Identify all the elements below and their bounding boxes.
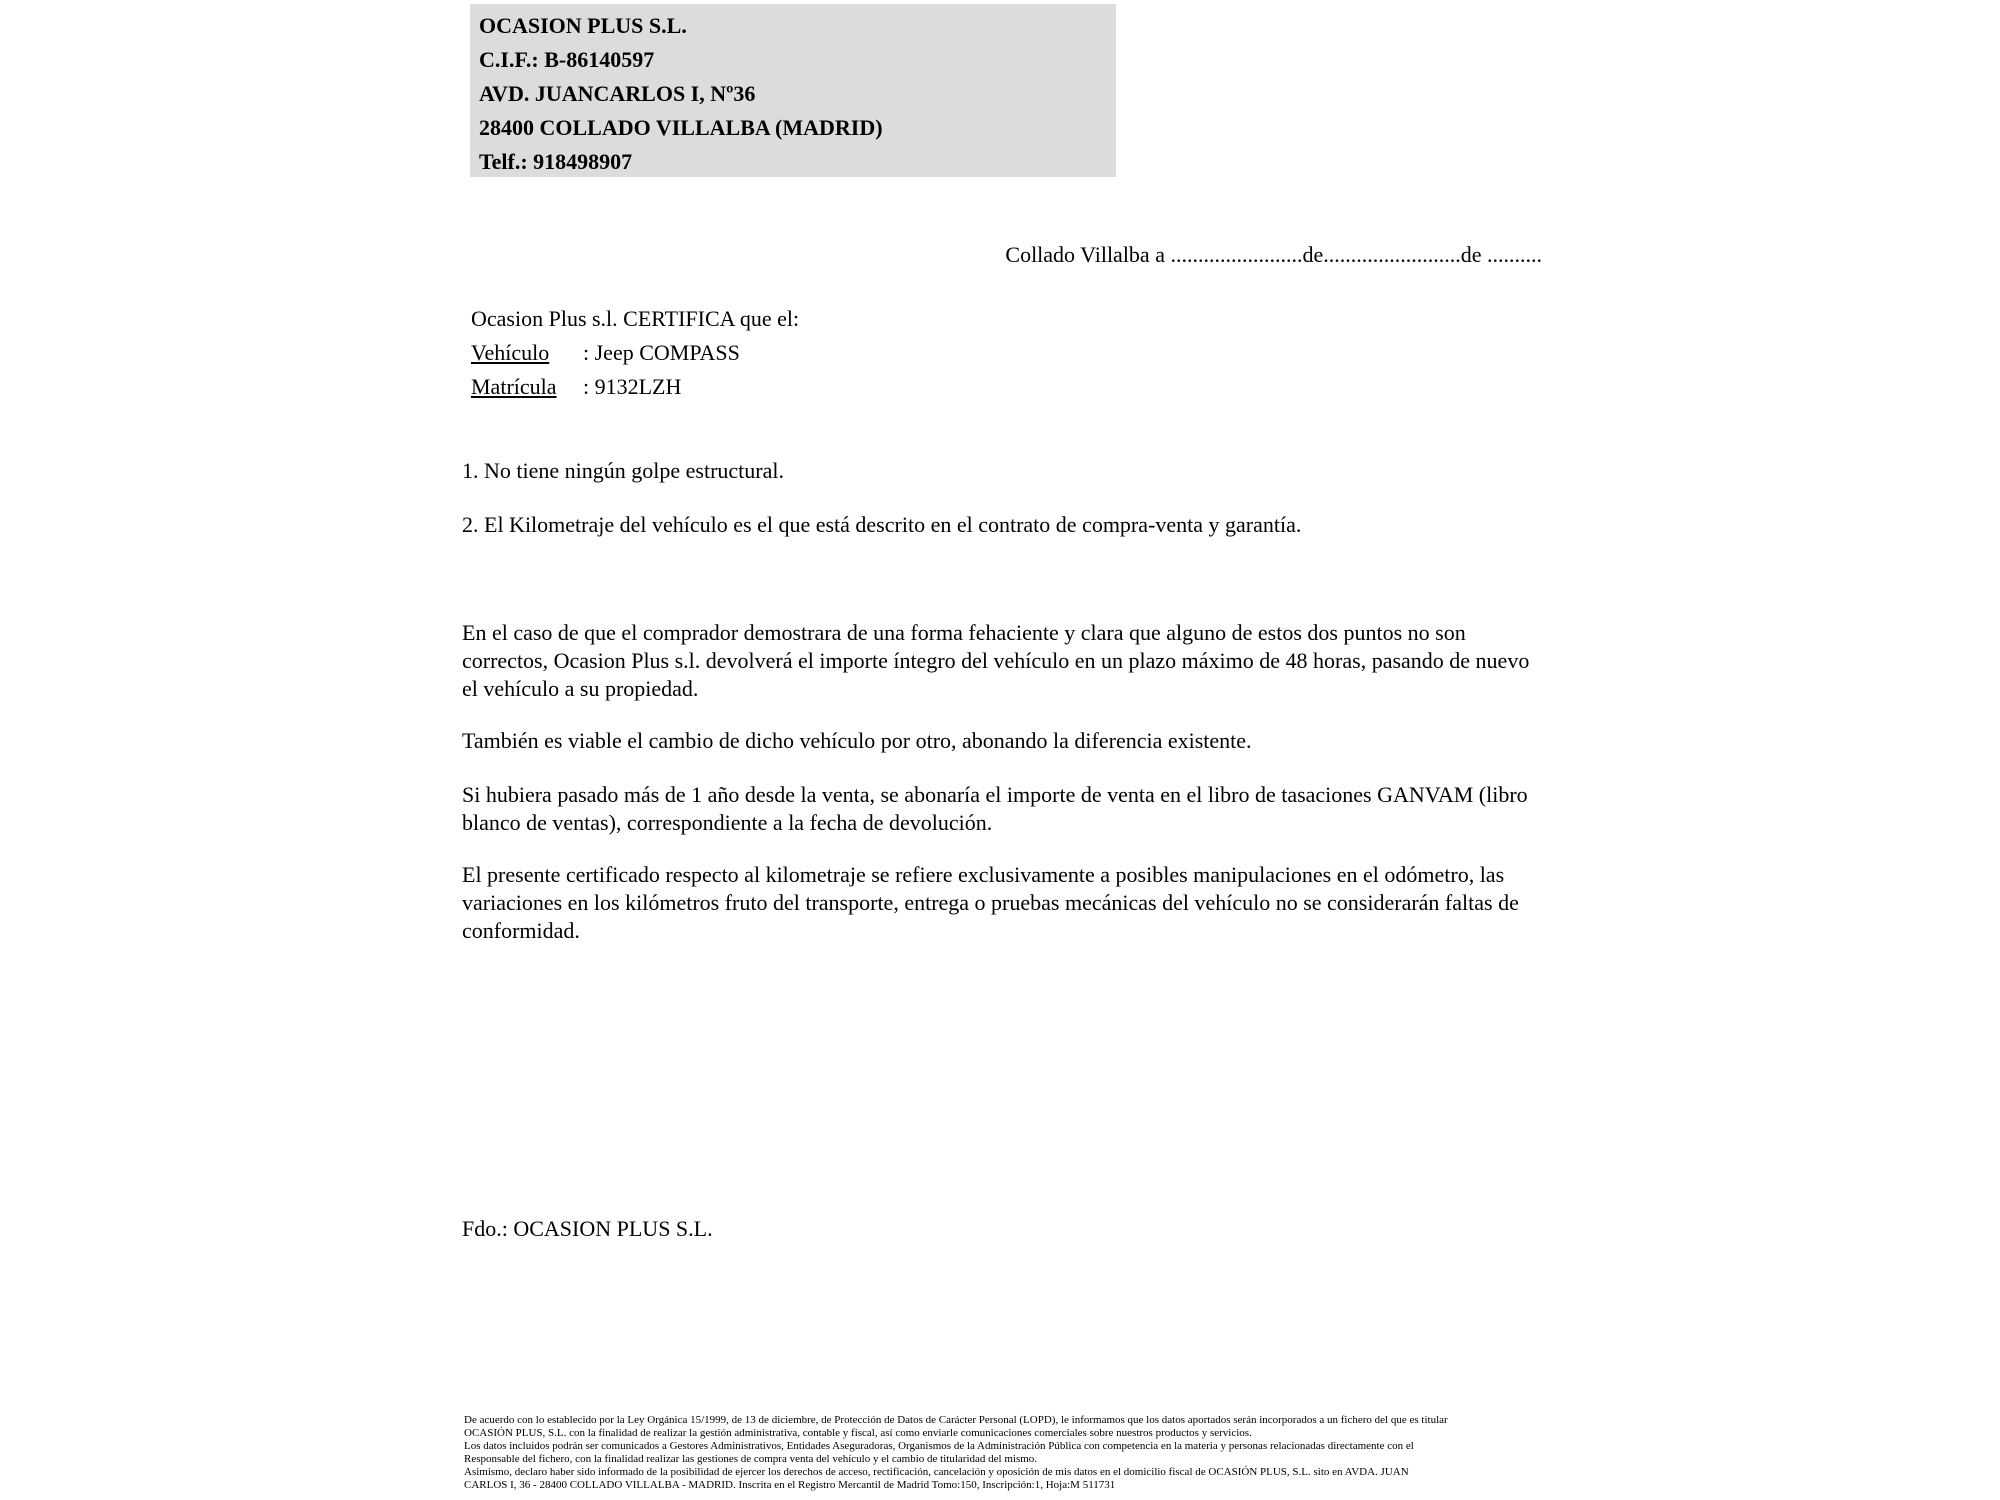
legal-footer-line: Responsable del fichero, con la finalidad realizar las gestiones de compra venta del vehículo y el cambio de titularidad del mismo. bbox=[464, 1453, 1038, 1465]
ganvam-paragraph: Si hubiera pasado más de 1 año desde la venta, se abonaría el importe de venta en el libro de tasaciones GANVAM (libro blanco de ventas), correspondiente a la fecha de devolución. bbox=[462, 782, 1528, 835]
legal-footer bbox=[464, 1414, 1448, 1492]
legal-footer-line: De acuerdo con lo establecido por la Ley Orgánica 15/1999, de 13 de diciembre, de Protección de Datos de Carácter Personal (LOPD), le informamos que los datos aportados serán incorporados a un fichero del que es titular bbox=[464, 1414, 1448, 1426]
legal-footer-line: Asimismo, declaro haber sido informado de la posibilidad de ejercer los derechos de acceso, rectificación, cancelación y oposición de mis datos en el domicilio fiscal de OCASIÓN PLUS, S.L. sito en AVDA. JUAN bbox=[464, 1466, 1409, 1478]
plate-row bbox=[471, 370, 799, 404]
date-line: Collado Villalba a ........................de.........................de .......... bbox=[1005, 242, 1542, 267]
company-name: OCASION PLUS S.L. bbox=[479, 13, 687, 38]
exchange-paragraph: También es viable el cambio de dicho vehículo por otro, abonando la diferencia existente. bbox=[462, 728, 1252, 753]
legal-footer-line: CARLOS I, 36 - 28400 COLLADO VILLALBA - MADRID. Inscrita en el Registro Mercantil de Madrid Tomo:150, Inscripción:1, Hoja:M 511731 bbox=[464, 1479, 1116, 1491]
signature-line: Fdo.: OCASION PLUS S.L. bbox=[462, 1216, 713, 1241]
company-header-box bbox=[470, 4, 1116, 177]
certified-point-1: 1. No tiene ningún golpe estructural. bbox=[462, 458, 784, 483]
company-phone: Telf.: 918498907 bbox=[479, 149, 633, 174]
certification-block bbox=[471, 302, 799, 404]
company-address: AVD. JUANCARLOS I, Nº36 bbox=[479, 81, 756, 106]
certified-point-2: 2. El Kilometraje del vehículo es el que está descrito en el contrato de compra-venta y garantía. bbox=[462, 512, 1302, 537]
refund-paragraph: En el caso de que el comprador demostrara de una forma fehaciente y clara que alguno de estos dos puntos no son correctos, Ocasion Plus s.l. devolverá el importe íntegro del vehículo en un plazo máximo de 48 horas, pasando de nuevo el vehículo a su propiedad. bbox=[462, 620, 1530, 701]
legal-footer-line: OCASIÓN PLUS, S.L. con la finalidad de realizar la gestión administrativa, contable y fiscal, así como enviarle comunicaciones comerciales sobre nuestros productos y servicios. bbox=[464, 1427, 1252, 1439]
plate-value: : 9132LZH bbox=[583, 374, 682, 399]
certification-intro: Ocasion Plus s.l. CERTIFICA que el: bbox=[471, 306, 800, 331]
vehicle-value: : Jeep COMPASS bbox=[583, 340, 740, 365]
vehicle-label: Vehículo bbox=[471, 340, 550, 365]
odometer-paragraph: El presente certificado respecto al kilometraje se refiere exclusivamente a posibles manipulaciones en el odómetro, las variaciones en los kilómetros fruto del transporte, entrega o pruebas mecánicas del vehículo no se considerarán faltas de conformidad. bbox=[462, 862, 1519, 943]
company-city: 28400 COLLADO VILLALBA (MADRID) bbox=[479, 115, 883, 140]
legal-footer-line: Los datos incluidos podrán ser comunicados a Gestores Administrativos, Entidades Aseguradoras, Organismos de la Administración Pública con competencia en la materia y personas relacionadas directamente con el bbox=[464, 1440, 1414, 1452]
company-cif: C.I.F.: B-86140597 bbox=[479, 47, 655, 72]
plate-label: Matrícula bbox=[471, 374, 557, 399]
vehicle-row bbox=[471, 336, 799, 370]
